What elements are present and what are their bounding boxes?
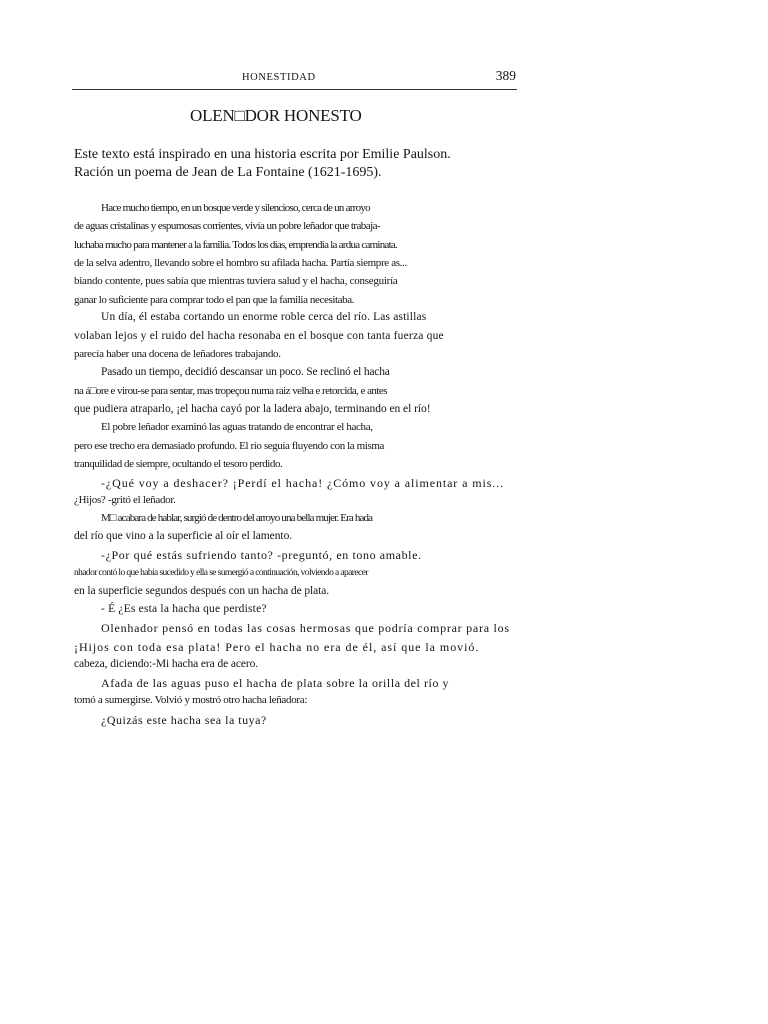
body-line: na á□ore e virou-se para sentar, mas tropeçou numa raiz velha e retorcida, e antes [74,385,387,397]
body-line: de la selva adentro, llevando sobre el hombro su afilada hacha. Partía siempre as... [74,257,407,269]
story-title: OLEN□DOR HONESTO [190,106,362,125]
body-line: - É ¿Es esta la hacha que perdiste? [101,603,267,615]
body-line: pero ese trecho era demasiado profundo. El río seguía fluyendo con la misma [74,440,384,452]
body-line: del río que vino a la superficie al oír el lamento. [74,530,293,542]
body-line: ¿Quizás este hacha sea la tuya? [101,713,267,727]
body-line: ¡Hijos con toda esa plata! Pero el hacha no era de él, así que la movió. [74,640,480,654]
body-line: ¿Hijos? -gritó el leñador. [74,494,176,506]
page-number: 389 [495,68,516,83]
body-line: M□ acabara de hablar, surgió de dentro del arroyo una bella mujer. Era hada [101,512,373,524]
body-line: de aguas cristalinas y espumosas corrientes, vivía un pobre leñador que trabaja- [74,220,381,232]
body-line: parecía haber una docena de leñadores trabajando. [74,348,281,360]
body-line: cabeza, diciendo:-Mi hacha era de acero. [74,658,259,670]
running-header [72,70,517,90]
body-line: Olenhador pensó en todas las cosas hermosas que podría comprar para los [101,621,510,635]
body-line: en la superficie segundos después con un hacha de plata. [74,585,329,597]
body-line: Hace mucho tiempo, en un bosque verde y silencioso, cerca de un arroyo [101,202,370,214]
body-line: biando contente, pues sabía que mientras tuviera salud y el hacha, conseguiría [74,275,398,287]
body-line: volaban lejos y el ruido del hacha resonaba en el bosque con tanta fuerza que [74,330,444,342]
body-line: -¿Qué voy a deshacer? ¡Perdí el hacha! ¿Cómo voy a alimentar a mis... [101,476,504,490]
section-name: HONESTIDAD [242,72,316,83]
body-line: ganar lo suficiente para comprar todo el pan que la familia necesitaba. [74,294,355,306]
body-line: Afada de las aguas puso el hacha de plata sobre la orilla del río y [101,676,450,690]
body-line: Un día, él estaba cortando un enorme roble cerca del río. Las astillas [101,311,427,323]
body-line: Pasado un tiempo, decidió descansar un poco. Se reclinó el hacha [101,366,390,378]
body-line: que pudiera atraparlo, ¡el hacha cayó por la ladera abajo, terminando en el río! [74,403,431,415]
body-line: luchaba mucho para mantener a la familia. Todos los días, emprendía la ardua caminata. [74,239,398,251]
intro-line: Este texto está inspirado en una historia escrita por Emilie Paulson. [74,147,451,162]
body-line: El pobre leñador examinó las aguas tratando de encontrar el hacha, [101,421,373,433]
body-line: tranquilidad de siempre, ocultando el tesoro perdido. [74,458,283,470]
body-line: nhador contó lo que había sucedido y ella se sumergió a continuación, volviendo a aparecer [74,568,368,578]
body-line: tomó a sumergirse. Volvió y mostró otro hacha leñadora: [74,694,308,706]
intro-line: Ración un poema de Jean de La Fontaine (1621-1695). [74,165,382,180]
body-line: -¿Por qué estás sufriendo tanto? -preguntó, en tono amable. [101,548,422,562]
